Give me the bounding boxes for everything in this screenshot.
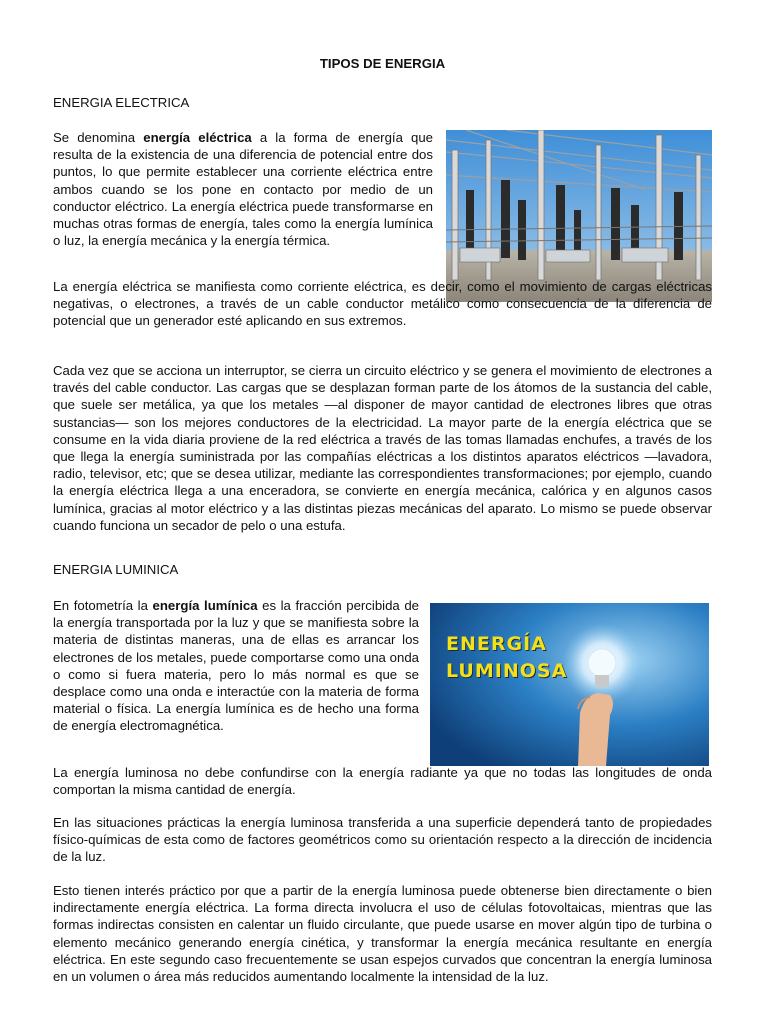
image-caption-line1: ENERGÍA [446, 633, 547, 655]
text-fragment: En fotometría la [53, 598, 153, 613]
page-title: TIPOS DE ENERGIA [319, 56, 446, 71]
image-caption-line2: LUMINOSA [446, 660, 568, 682]
paragraph-luminica-3: En las situaciones prácticas la energía luminosa transferida a una superficie dependerá tanto de propiedades físico-químicas de esta como de factores geométricos como su orientación respecto a la dirección de incidencia de la luz. [53, 815, 712, 865]
text-fragment: es la fracción percibida de la energía transportada por la luz y que se manifiesta sobre la materia de distintas maneras, una de ellas es arrancar los electrones de los metales, puede comportarse como una onda o como si fuera materia, pero lo más normal es que se desplace como una onda e interactúe con la materia de forma material o física. La energía lumínica es de hecho una forma de energía electromagnética. [53, 598, 420, 734]
paragraph-electrica-1 [53, 129, 433, 249]
bold-term: energía eléctrica [143, 130, 252, 145]
text-fragment: La energía eléctrica se manifiesta como corriente eléctrica, es decir, como el movimiento de cargas eléctricas negativas, o electrones, a través de un cable conductor metálico como consecuencia de la diferencia de potencial que un generador esté aplicando en sus extremos. [53, 279, 712, 329]
text-fragment: a la forma de energía que resulta de la existencia de una diferencia de potencial entre dos puntos, lo que permite establecer una corriente eléctrica entre ambos cuando se los pone en contacto por medio de un conductor eléctrico. La energía eléctrica puede transformarse en muchas otras formas de energía, tales como la energía lumínica o luz, la energía mecánica y la energía térmica. [53, 130, 433, 249]
text-fragment: Se denomina [53, 130, 144, 145]
electrical-substation-photo-icon [446, 130, 712, 302]
section-heading-electrica: ENERGIA ELECTRICA [53, 95, 190, 110]
substation-image [446, 130, 712, 302]
section-heading-luminica: ENERGIA LUMINICA [53, 562, 179, 577]
paragraph-luminica-4: Esto tienen interés práctico por que a partir de la energía luminosa puede obtenerse bien directamente o bien indirectamente energía eléctrica. La forma directa involucra el uso de células fotovoltaicas, mientras que las formas indirectas consisten en calentar un fluido circulante, que puede usarse en mover algún tipo de turbina o elemento mecánico generando energía cinética, y transformar la energía mecánica resultante en energía eléctrica. En este segundo caso frecuentemente se usan espejos curvados que concentran la energía luminosa en un volumen o área más reducidos aumentando localmente la intensidad de la luz. [53, 883, 712, 985]
paragraph-luminica-2: La energía luminosa no debe confundirse con la energía radiante ya que no todas las longitudes de onda comportan la misma cantidad de energía. [53, 765, 712, 798]
luminosa-image [430, 603, 709, 766]
paragraph-electrica-2 [53, 278, 712, 330]
bold-term: energía lumínica [152, 598, 258, 613]
paragraph-electrica-3: Cada vez que se acciona un interruptor, se cierra un circuito eléctrico y se genera el movimiento de electrones a través del cable conductor. Las cargas que se desplazan forman parte de los átomos de la sustancia del cable, que suele ser metálica, ya que los metales —al disponer de mayor cantidad de electrones libres que otras sustancias— son los mejores conductores de la electricidad. La mayor parte de la energía eléctrica que se consume en la vida diaria proviene de la red eléctrica a través de las tomas llamadas enchufes, a través de los que llega la energía suministrada por las compañías eléctricas a los distintos aparatos eléctricos —lavadora, radio, televisor, etc; que se desea utilizar, mediante las correspondientes transformaciones; por ejemplo, cuando la energía eléctrica llega a una enceradora, se convierte en energía mecánica, calórica y en algunos casos lumínica, gracias al motor eléctrico y a las distintas piezas mecánicas del aparato. Lo mismo se puede observar cuando funciona un secador de pelo o una estufa. [53, 363, 712, 533]
paragraph-luminica-1 [53, 597, 419, 735]
